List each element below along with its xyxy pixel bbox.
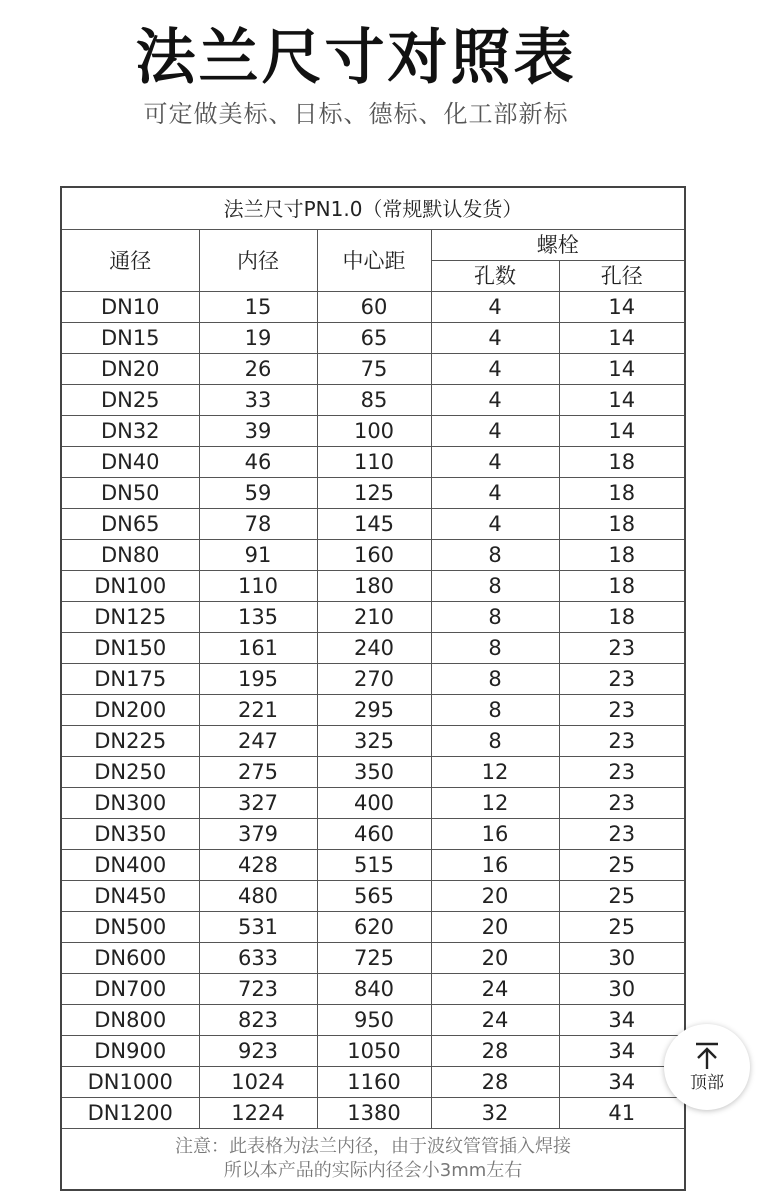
hole-diameter-cell: 18 [559, 447, 685, 478]
hole-count-cell: 8 [431, 571, 559, 602]
hole-count-cell: 16 [431, 850, 559, 881]
hole-count-cell: 4 [431, 509, 559, 540]
table-row [61, 726, 685, 757]
inner-diameter-cell: 110 [199, 571, 317, 602]
inner-diameter-cell: 923 [199, 1036, 317, 1067]
hole-diameter-cell: 23 [559, 633, 685, 664]
header-hole-count: 孔数 [431, 261, 559, 292]
hole-diameter-cell: 25 [559, 912, 685, 943]
center-distance-cell: 725 [317, 943, 431, 974]
center-distance-cell: 125 [317, 478, 431, 509]
hole-diameter-cell: 18 [559, 540, 685, 571]
inner-diameter-cell: 26 [199, 354, 317, 385]
inner-diameter-cell: 633 [199, 943, 317, 974]
nominal-diameter-cell: DN225 [61, 726, 199, 757]
center-distance-cell: 295 [317, 695, 431, 726]
hole-diameter-cell: 23 [559, 788, 685, 819]
table-row [61, 881, 685, 912]
table-row [61, 1098, 685, 1129]
hole-count-cell: 8 [431, 695, 559, 726]
hole-diameter-cell: 34 [559, 1005, 685, 1036]
hole-count-cell: 32 [431, 1098, 559, 1129]
hole-count-cell: 4 [431, 292, 559, 323]
table-row [61, 1067, 685, 1098]
nominal-diameter-cell: DN20 [61, 354, 199, 385]
nominal-diameter-cell: DN32 [61, 416, 199, 447]
hole-count-cell: 4 [431, 478, 559, 509]
hole-count-cell: 8 [431, 664, 559, 695]
inner-diameter-cell: 221 [199, 695, 317, 726]
nominal-diameter-cell: DN400 [61, 850, 199, 881]
center-distance-cell: 110 [317, 447, 431, 478]
hole-count-cell: 8 [431, 602, 559, 633]
header-bolt: 螺栓 [431, 230, 685, 261]
header-center-distance: 中心距 [317, 230, 431, 292]
hole-diameter-cell: 30 [559, 943, 685, 974]
hole-diameter-cell: 25 [559, 850, 685, 881]
hole-diameter-cell: 18 [559, 571, 685, 602]
table-row [61, 602, 685, 633]
table-row [61, 788, 685, 819]
nominal-diameter-cell: DN40 [61, 447, 199, 478]
table-row [61, 695, 685, 726]
hole-diameter-cell: 14 [559, 354, 685, 385]
inner-diameter-cell: 275 [199, 757, 317, 788]
hole-count-cell: 4 [431, 385, 559, 416]
back-to-top-label: 顶部 [690, 1073, 724, 1093]
inner-diameter-cell: 327 [199, 788, 317, 819]
hole-diameter-cell: 23 [559, 695, 685, 726]
note-line-1: 注意：此表格为法兰内径，由于波纹管管插入焊接 [175, 1136, 572, 1157]
center-distance-cell: 400 [317, 788, 431, 819]
nominal-diameter-cell: DN900 [61, 1036, 199, 1067]
nominal-diameter-cell: DN500 [61, 912, 199, 943]
center-distance-cell: 85 [317, 385, 431, 416]
inner-diameter-cell: 91 [199, 540, 317, 571]
inner-diameter-cell: 480 [199, 881, 317, 912]
table-row [61, 757, 685, 788]
hole-diameter-cell: 23 [559, 726, 685, 757]
center-distance-cell: 65 [317, 323, 431, 354]
hole-diameter-cell: 18 [559, 602, 685, 633]
nominal-diameter-cell: DN175 [61, 664, 199, 695]
header-hole-diameter: 孔径 [559, 261, 685, 292]
nominal-diameter-cell: DN300 [61, 788, 199, 819]
inner-diameter-cell: 15 [199, 292, 317, 323]
center-distance-cell: 240 [317, 633, 431, 664]
table-note [61, 1129, 685, 1191]
hole-diameter-cell: 30 [559, 974, 685, 1005]
hole-count-cell: 28 [431, 1067, 559, 1098]
inner-diameter-cell: 1024 [199, 1067, 317, 1098]
center-distance-cell: 145 [317, 509, 431, 540]
inner-diameter-cell: 428 [199, 850, 317, 881]
inner-diameter-cell: 531 [199, 912, 317, 943]
hole-diameter-cell: 34 [559, 1067, 685, 1098]
inner-diameter-cell: 33 [199, 385, 317, 416]
hole-diameter-cell: 23 [559, 819, 685, 850]
center-distance-cell: 350 [317, 757, 431, 788]
hole-count-cell: 4 [431, 323, 559, 354]
hole-diameter-cell: 23 [559, 664, 685, 695]
nominal-diameter-cell: DN700 [61, 974, 199, 1005]
center-distance-cell: 210 [317, 602, 431, 633]
table-row [61, 323, 685, 354]
nominal-diameter-cell: DN65 [61, 509, 199, 540]
hole-diameter-cell: 14 [559, 385, 685, 416]
hole-count-cell: 4 [431, 354, 559, 385]
nominal-diameter-cell: DN200 [61, 695, 199, 726]
hole-diameter-cell: 25 [559, 881, 685, 912]
hole-count-cell: 20 [431, 943, 559, 974]
nominal-diameter-cell: DN10 [61, 292, 199, 323]
table-row [61, 819, 685, 850]
center-distance-cell: 75 [317, 354, 431, 385]
hole-count-cell: 8 [431, 726, 559, 757]
page-title: 法兰尺寸对照表 [135, 23, 577, 93]
nominal-diameter-cell: DN1200 [61, 1098, 199, 1129]
nominal-diameter-cell: DN150 [61, 633, 199, 664]
back-to-top-button[interactable] [664, 1024, 750, 1110]
center-distance-cell: 270 [317, 664, 431, 695]
hole-diameter-cell: 14 [559, 292, 685, 323]
hole-diameter-cell: 14 [559, 416, 685, 447]
inner-diameter-cell: 823 [199, 1005, 317, 1036]
center-distance-cell: 180 [317, 571, 431, 602]
hole-count-cell: 12 [431, 757, 559, 788]
table-row [61, 912, 685, 943]
inner-diameter-cell: 46 [199, 447, 317, 478]
table-row [61, 416, 685, 447]
hole-count-cell: 8 [431, 540, 559, 571]
table-row [61, 633, 685, 664]
inner-diameter-cell: 135 [199, 602, 317, 633]
header-inner-diameter: 内径 [199, 230, 317, 292]
nominal-diameter-cell: DN1000 [61, 1067, 199, 1098]
nominal-diameter-cell: DN800 [61, 1005, 199, 1036]
table-row [61, 540, 685, 571]
table-row [61, 478, 685, 509]
center-distance-cell: 620 [317, 912, 431, 943]
hole-count-cell: 24 [431, 974, 559, 1005]
hole-count-cell: 8 [431, 633, 559, 664]
nominal-diameter-cell: DN600 [61, 943, 199, 974]
inner-diameter-cell: 1224 [199, 1098, 317, 1129]
table-row [61, 447, 685, 478]
hole-diameter-cell: 14 [559, 323, 685, 354]
flange-size-table [60, 186, 686, 1191]
table-row [61, 292, 685, 323]
inner-diameter-cell: 723 [199, 974, 317, 1005]
hole-count-cell: 4 [431, 447, 559, 478]
nominal-diameter-cell: DN350 [61, 819, 199, 850]
center-distance-cell: 60 [317, 292, 431, 323]
center-distance-cell: 1050 [317, 1036, 431, 1067]
hole-diameter-cell: 18 [559, 478, 685, 509]
table-row [61, 1005, 685, 1036]
note-line-2: 所以本产品的实际内径会小3mm左右 [223, 1160, 523, 1181]
nominal-diameter-cell: DN80 [61, 540, 199, 571]
hole-diameter-cell: 41 [559, 1098, 685, 1129]
table-row [61, 1036, 685, 1067]
center-distance-cell: 515 [317, 850, 431, 881]
hole-diameter-cell: 18 [559, 509, 685, 540]
center-distance-cell: 460 [317, 819, 431, 850]
hole-diameter-cell: 23 [559, 757, 685, 788]
center-distance-cell: 100 [317, 416, 431, 447]
hole-count-cell: 28 [431, 1036, 559, 1067]
nominal-diameter-cell: DN15 [61, 323, 199, 354]
hole-diameter-cell: 34 [559, 1036, 685, 1067]
inner-diameter-cell: 379 [199, 819, 317, 850]
header-nominal-diameter: 通径 [61, 230, 199, 292]
nominal-diameter-cell: DN450 [61, 881, 199, 912]
hole-count-cell: 16 [431, 819, 559, 850]
inner-diameter-cell: 78 [199, 509, 317, 540]
hole-count-cell: 20 [431, 912, 559, 943]
inner-diameter-cell: 59 [199, 478, 317, 509]
center-distance-cell: 565 [317, 881, 431, 912]
arrow-up-to-bar-icon [692, 1041, 722, 1071]
inner-diameter-cell: 247 [199, 726, 317, 757]
nominal-diameter-cell: DN100 [61, 571, 199, 602]
nominal-diameter-cell: DN50 [61, 478, 199, 509]
hole-count-cell: 24 [431, 1005, 559, 1036]
nominal-diameter-cell: DN125 [61, 602, 199, 633]
inner-diameter-cell: 161 [199, 633, 317, 664]
inner-diameter-cell: 39 [199, 416, 317, 447]
center-distance-cell: 840 [317, 974, 431, 1005]
inner-diameter-cell: 195 [199, 664, 317, 695]
page-subtitle: 可定做美标、日标、德标、化工部新标 [143, 100, 569, 128]
table-caption: 法兰尺寸PN1.0（常规默认发货） [61, 187, 685, 230]
hole-count-cell: 4 [431, 416, 559, 447]
table-row [61, 385, 685, 416]
center-distance-cell: 160 [317, 540, 431, 571]
table-row [61, 571, 685, 602]
center-distance-cell: 1380 [317, 1098, 431, 1129]
table-row [61, 664, 685, 695]
table-row [61, 974, 685, 1005]
hole-count-cell: 20 [431, 881, 559, 912]
table-row [61, 509, 685, 540]
nominal-diameter-cell: DN250 [61, 757, 199, 788]
hole-count-cell: 12 [431, 788, 559, 819]
nominal-diameter-cell: DN25 [61, 385, 199, 416]
table-row [61, 354, 685, 385]
inner-diameter-cell: 19 [199, 323, 317, 354]
table-row [61, 850, 685, 881]
center-distance-cell: 325 [317, 726, 431, 757]
table-row [61, 943, 685, 974]
center-distance-cell: 1160 [317, 1067, 431, 1098]
center-distance-cell: 950 [317, 1005, 431, 1036]
